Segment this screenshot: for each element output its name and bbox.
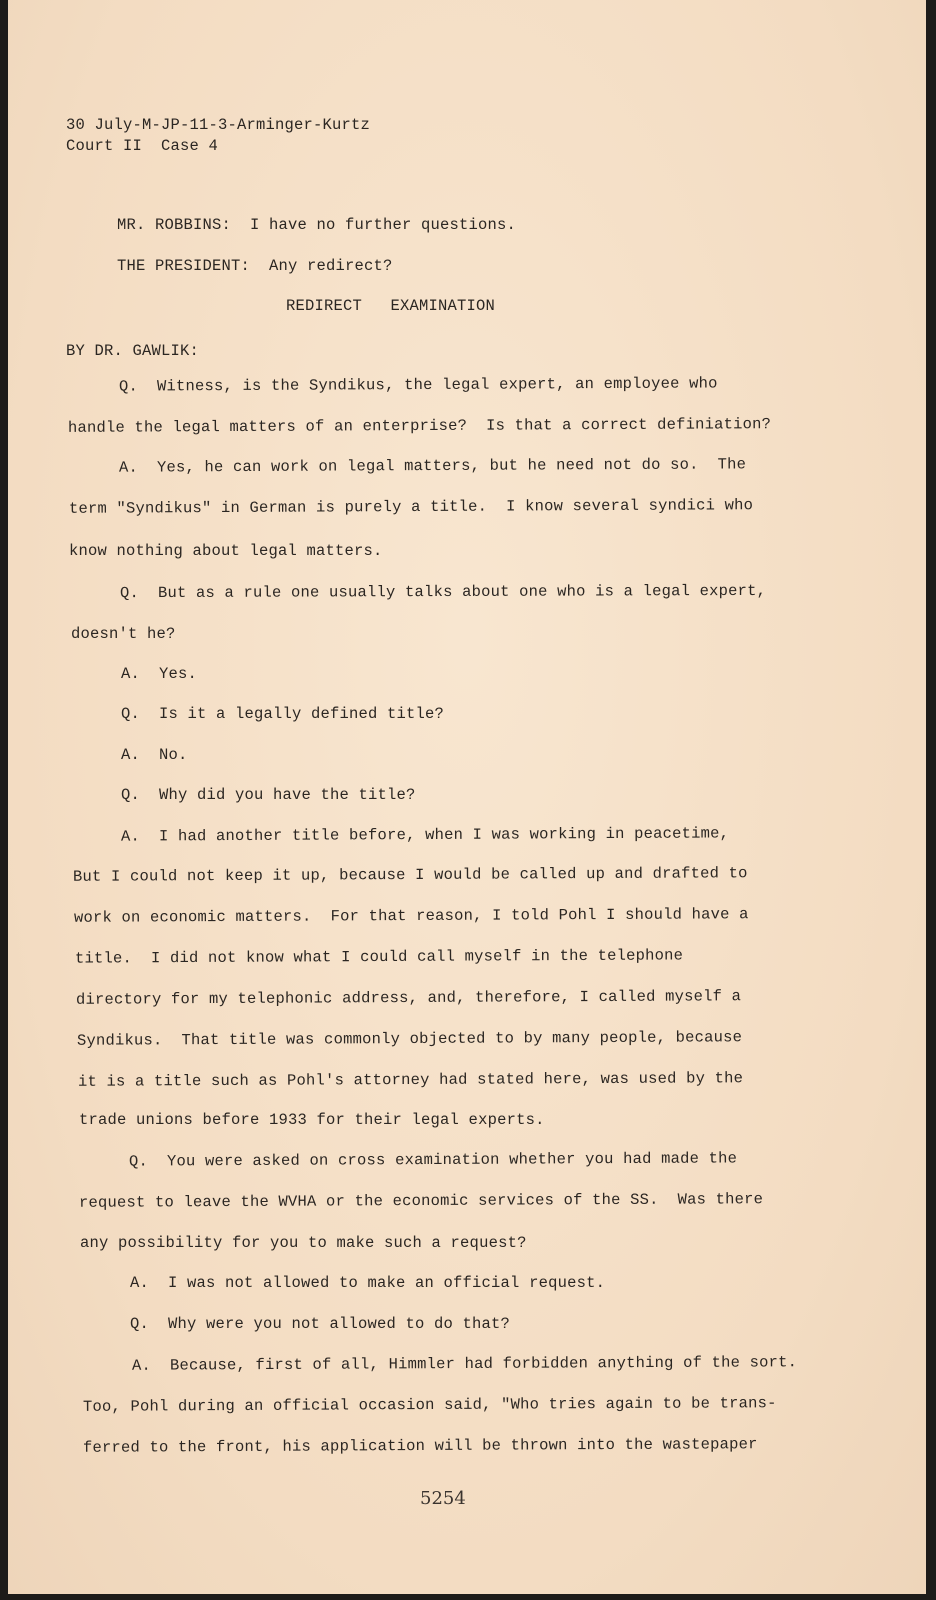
transcript-line: Q. You were asked on cross examination whether you had made the	[128, 1149, 738, 1171]
transcript-line: A. I was not allowed to make an official request.	[130, 1274, 606, 1292]
transcript-line: THE PRESIDENT: Any redirect?	[117, 257, 393, 275]
examiner-line: BY DR. GAWLIK:	[66, 342, 200, 360]
transcript-line: A. Yes, he can work on legal matters, but he need not do so. The	[118, 455, 747, 477]
transcript-line: term "Syndikus" in German is purely a title. I know several syndici who	[68, 496, 754, 518]
transcript-line: A. Because, first of all, Himmler had forbidden anything of the sort.	[131, 1353, 798, 1375]
transcript-line: directory for my telephonic address, and, therefore, I called myself a	[75, 987, 742, 1009]
transcript-line: Too, Pohl during an official occasion said, "Who tries again to be trans-	[82, 1394, 777, 1416]
transcript-line: any possibility for you to make such a request?	[80, 1234, 527, 1252]
section-heading: REDIRECT EXAMINATION	[286, 297, 496, 315]
page-number: 5254	[420, 1488, 466, 1509]
transcript-line: A. I had another title before, when I was working in peacetime,	[120, 824, 730, 846]
transcript-line: request to leave the WVHA or the economic services of the SS. Was there	[78, 1190, 764, 1212]
transcript-line: know nothing about legal matters.	[69, 542, 383, 560]
transcript-line: work on economic matters. For that reason, I told Pohl I should have a	[73, 905, 749, 927]
transcript-line: Q. Why were you not allowed to do that?	[130, 1315, 511, 1333]
transcript-line: A. Yes.	[121, 665, 198, 683]
transcript-line: trade unions before 1933 for their legal experts.	[79, 1111, 545, 1129]
transcript-line: handle the legal matters of an enterprise? Is that a correct definiation?	[67, 415, 772, 437]
transcript-line: Q. But as a rule one usually talks about one who is a legal expert,	[119, 581, 767, 603]
document-page	[8, 0, 926, 1594]
transcript-line: title. I did not know what I could call myself in the telephone	[74, 946, 684, 968]
transcript-line: But I could not keep it up, because I would be called up and drafted to	[72, 864, 748, 886]
transcript-line: doesn't he?	[71, 625, 176, 643]
transcript-line: Q. Why did you have the title?	[121, 786, 416, 804]
transcript-line: MR. ROBBINS: I have no further questions.	[117, 216, 517, 234]
transcript-line: ferred to the front, his application will be thrown into the wastepaper	[82, 1435, 758, 1457]
transcript-line: Syndikus. That title was commonly objected to by many people, because	[76, 1028, 743, 1050]
transcript-line: Q. Witness, is the Syndikus, the legal expert, an employee who	[118, 374, 718, 396]
transcript-line: Q. Is it a legally defined title?	[121, 705, 445, 723]
transcript-line: it is a title such as Pohl's attorney had stated here, was used by the	[77, 1069, 744, 1091]
transcript-line: A. No.	[121, 746, 188, 764]
header-line-1: 30 July-M-JP-11-3-Arminger-Kurtz	[66, 116, 371, 134]
header-line-2: Court II Case 4	[66, 137, 219, 155]
